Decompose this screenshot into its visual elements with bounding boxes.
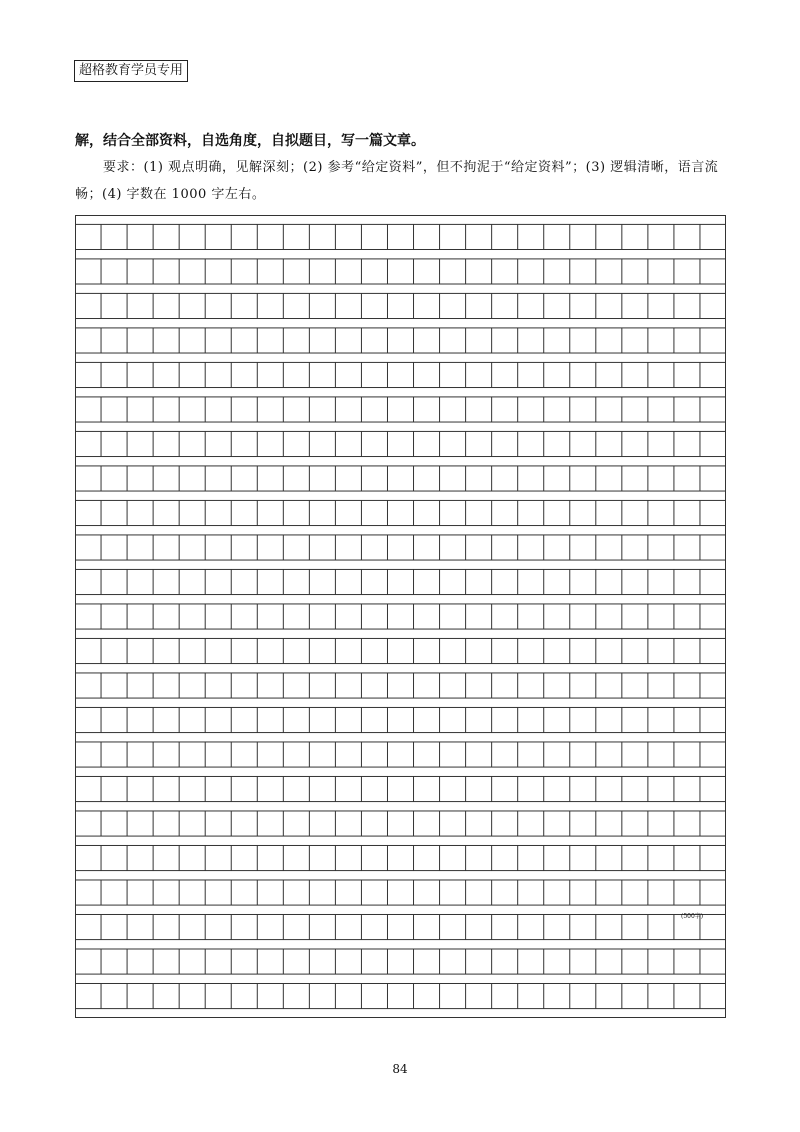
grid-row-frame <box>76 914 726 939</box>
grid-row-frame <box>76 259 726 284</box>
grid-row-frame <box>76 776 726 801</box>
grid-row-frame <box>76 397 726 422</box>
grid-row-frame <box>76 742 726 767</box>
grid-row-frame <box>76 569 726 594</box>
grid-row-frame <box>76 224 726 249</box>
question-heading: 解，结合全部资料，自选角度，自拟题目，写一篇文章。 <box>75 133 425 149</box>
requirements-text: 要求：(1) 观点明确，见解深刻；(2) 参考“给定资料”，但不拘泥于“给定资料”；(3) 逻辑清晰，语言流畅；(4) 字数在 1000 字左右。 <box>75 160 719 202</box>
grid-row-frame <box>76 500 726 525</box>
grid-row[interactable] <box>76 466 726 491</box>
grid-row[interactable] <box>76 880 726 905</box>
grid-row-frame <box>76 328 726 353</box>
grid-row[interactable] <box>76 949 726 974</box>
grid-row-frame <box>76 638 726 663</box>
grid-row-frame <box>76 431 726 456</box>
grid-row-frame <box>76 362 726 387</box>
grid-row[interactable] <box>76 293 726 318</box>
page-number: 84 <box>392 1062 408 1076</box>
grid-row[interactable] <box>76 811 726 836</box>
grid-row-frame <box>76 673 726 698</box>
grid-row-frame <box>76 880 726 905</box>
grid-row[interactable] <box>76 431 726 456</box>
grid-row[interactable] <box>76 845 726 870</box>
word-count-marker: (500字) <box>681 913 704 920</box>
grid-row-frame <box>76 293 726 318</box>
grid-row[interactable] <box>76 776 726 801</box>
grid-row[interactable] <box>76 224 726 249</box>
grid-row-frame <box>76 535 726 560</box>
grid-row[interactable] <box>76 983 726 1008</box>
grid-row[interactable] <box>76 500 726 525</box>
grid-row[interactable] <box>76 742 726 767</box>
grid-border <box>76 216 726 1018</box>
writing-grid[interactable] <box>75 215 726 1018</box>
grid-row[interactable] <box>76 673 726 698</box>
grid-row[interactable] <box>76 259 726 284</box>
grid-row-frame <box>76 845 726 870</box>
grid-row[interactable] <box>76 914 726 939</box>
grid-row[interactable] <box>76 638 726 663</box>
grid-row[interactable] <box>76 328 726 353</box>
grid-row-frame <box>76 604 726 629</box>
grid-row[interactable] <box>76 397 726 422</box>
student-only-label: 超格教育学员专用 <box>74 60 188 82</box>
grid-row-frame <box>76 707 726 732</box>
grid-row[interactable] <box>76 707 726 732</box>
grid-row[interactable] <box>76 604 726 629</box>
grid-row-frame <box>76 983 726 1008</box>
grid-row[interactable] <box>76 362 726 387</box>
grid-row-frame <box>76 949 726 974</box>
grid-row[interactable] <box>76 569 726 594</box>
grid-row-frame <box>76 811 726 836</box>
grid-row[interactable] <box>76 535 726 560</box>
grid-row-frame <box>76 466 726 491</box>
